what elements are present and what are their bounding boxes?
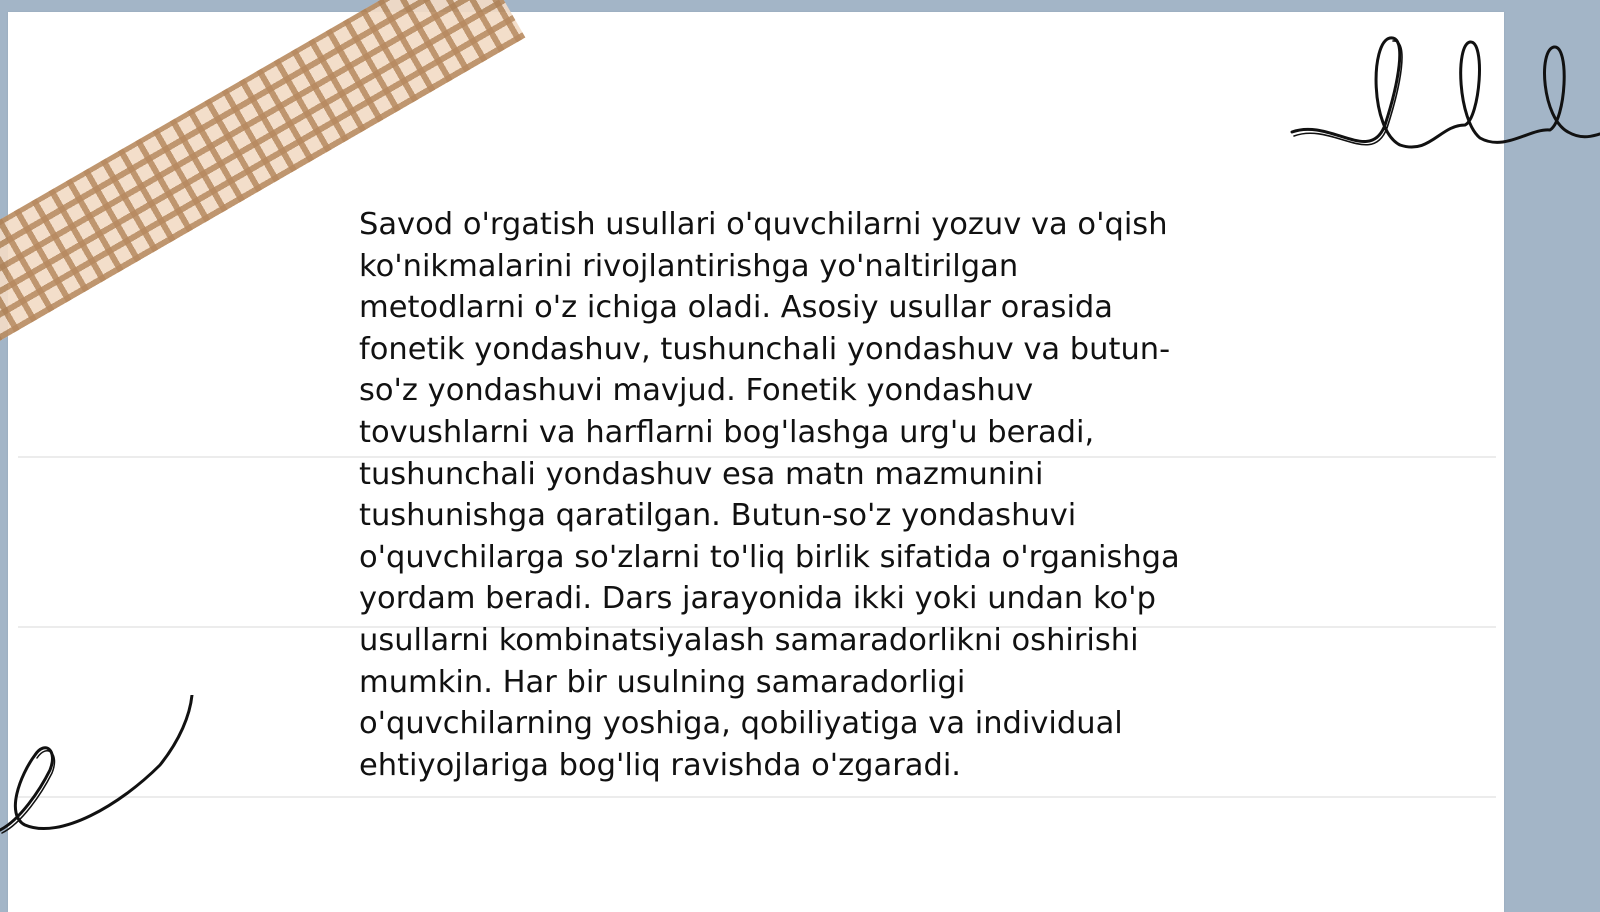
squiggle-decoration-top-right (1290, 30, 1600, 160)
body-paragraph: Savod o'rgatish usullari o'quvchilarni yozuv va o'qish ko'nikmalarini rivojlantirishga yo'naltirilgan metodlarni o'z ichiga oladi. Asosiy usullar orasida fonetik yondashuv, tushunchali yondashuv va butun- so'z yondashuvi mavjud. Fonetik yondashuv tovushlarni va harflarni bog'lashga urg'u beradi, tushunchali yondashuv esa matn mazmunini tushunishga qaratilgan. Butun-so'z yondashuvi o'quvchilarga so'zlarni to'liq birlik sifatida o'rganishga yordam beradi. Dars jarayonida ikki yoki undan ko'p usullarni kombinatsiyalash samaradorlikni oshirishi mumkin. Har bir usulning samaradorligi o'quvchilarning yoshiga, qobiliyatiga va individual ehtiyojlariga bog'liq ravishda o'zgaradi. (359, 207, 1180, 783)
squiggle-decoration-bottom-left (0, 695, 200, 845)
ruled-line (18, 796, 1496, 798)
